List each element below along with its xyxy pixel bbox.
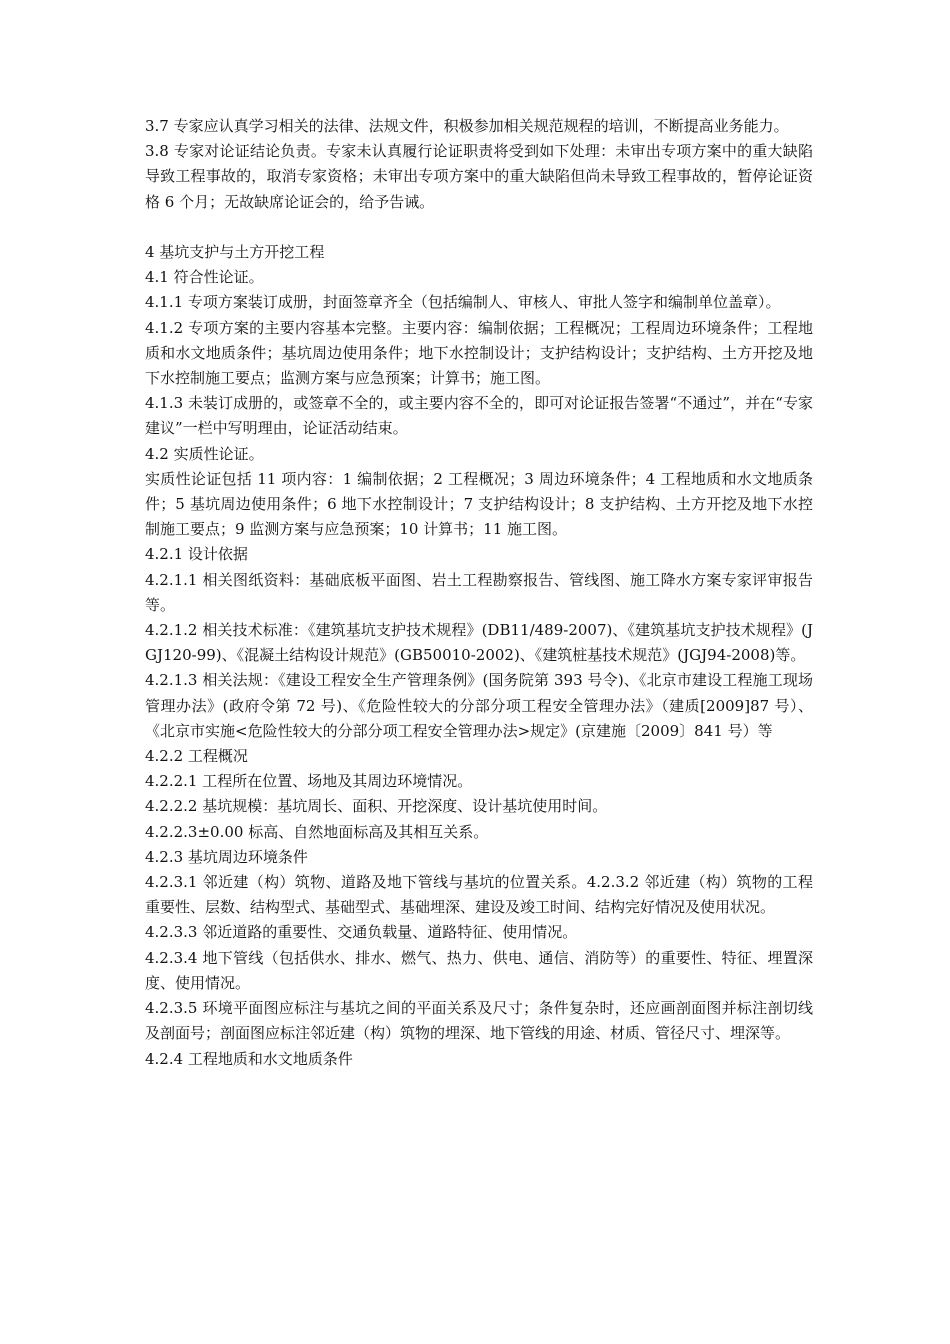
heading-4-2-1: 4.2.1 设计依据 xyxy=(145,545,248,564)
subsection-heading-4-2: 4.2 实质性论证。 xyxy=(145,444,264,463)
section-heading-4: 4 基坑支护与土方开挖工程 xyxy=(145,243,325,261)
paragraph-4-2-3-5: 4.2.3.5 环境平面图应标注与基坑之间的平面关系及尺寸；条件复杂时，还应画剖面图并标注剖切线及剖面号；剖面图应标注邻近建（构）筑物的埋深、地下管线的用途、材质、管径尺寸、埋深等。 xyxy=(145,999,813,1043)
document-page xyxy=(145,114,813,1072)
subsection-heading-4-1: 4.1 符合性论证。 xyxy=(145,268,264,287)
paragraph-4-1-2: 4.1.2 专项方案的主要内容基本完整。主要内容：编制依据；工程概况；工程周边环境条件；工程地质和水文地质条件；基坑周边使用条件；地下水控制设计；支护结构设计；支护结构、土方开挖及地下水控制施工要点；监测方案与应急预案；计算书；施工图。 xyxy=(145,318,813,388)
heading-4-2-4: 4.2.4 工程地质和水文地质条件 xyxy=(145,1049,353,1068)
paragraph-4-2-3-4: 4.2.3.4 地下管线（包括供水、排水、燃气、热力、供电、通信、消防等）的重要性、特征、埋置深度、使用情况。 xyxy=(145,948,813,992)
paragraph-4-2-2-3: 4.2.2.3±0.00 标高、自然地面标高及其相互关系。 xyxy=(145,822,489,841)
paragraph-4-1-1: 4.1.1 专项方案装订成册，封面签章齐全（包括编制人、审核人、审批人签字和编制单位盖章）。 xyxy=(145,293,781,312)
paragraph-4-2-3-3: 4.2.3.3 邻近道路的重要性、交通负载量、道路特征、使用情况。 xyxy=(145,923,578,942)
paragraph-3-8: 3.8 专家对论证结论负责。专家未认真履行论证职责将受到如下处理：未审出专项方案中的重大缺陷导致工程事故的，取消专家资格；未审出专项方案中的重大缺陷但尚未导致工程事故的，暂停论证资格 6 个月；无故缺席论证会的，给予告诫。 xyxy=(145,142,813,211)
paragraph-4-2-3-1: 4.2.3.1 邻近建（构）筑物、道路及地下管线与基坑的位置关系。4.2.3.2 邻近建（构）筑物的工程重要性、层数、结构型式、基础型式、基础埋深、建设及竣工时间、结构完好情况及使用状况。 xyxy=(145,873,813,917)
paragraph-4-2-1-3: 4.2.1.3 相关法规：《建设工程安全生产管理条例》(国务院第 393 号令)、《北京市建设工程施工现场管理办法》(政府令第 72 号)、《危险性较大的分部分项工程安全管理办法》（建质[2009]87 号）、《北京市实施<危险性较大的分部分项工程安全管理办法>规定》(京建施〔2009〕841 号）等 xyxy=(145,671,813,740)
paragraph-4-1-3: 4.1.3 未装订成册的，或签章不全的，或主要内容不全的，即可对论证报告签署“不通过”，并在“专家建议”一栏中写明理由，论证活动结束。 xyxy=(145,394,813,438)
paragraph-4-2-1-2: 4.2.1.2 相关技术标准：《建筑基坑支护技术规程》(DB11/489-2007)、《建筑基坑支护技术规程》(JGJ120-99)、《混凝土结构设计规范》(GB50010-2002)、《建筑桩基技术规范》(JGJ94-2008)等。 xyxy=(145,621,813,665)
heading-4-2-2: 4.2.2 工程概况 xyxy=(145,747,248,766)
paragraph-4-2-1-1: 4.2.1.1 相关图纸资料：基础底板平面图、岩土工程勘察报告、管线图、施工降水方案专家评审报告等。 xyxy=(145,570,813,614)
heading-4-2-3: 4.2.3 基坑周边环境条件 xyxy=(145,847,308,866)
paragraph-4-2-intro: 实质性论证包括 11 项内容：1 编制依据；2 工程概况；3 周边环境条件；4 工程地质和水文地质条件；5 基坑周边使用条件；6 地下水控制设计；7 支护结构设计；8 支护结构、土方开挖及地下水控制施工要点；9 监测方案与应急预案；10 计算书；11 施工图。 xyxy=(145,469,813,539)
paragraph-3-7: 3.7 专家应认真学习相关的法律、法规文件，积极参加相关规范规程的培训，不断提高业务能力。 xyxy=(145,117,789,135)
paragraph-4-2-2-1: 4.2.2.1 工程所在位置、场地及其周边环境情况。 xyxy=(145,772,473,791)
blank-line xyxy=(145,215,813,240)
paragraph-4-2-2-2: 4.2.2.2 基坑规模：基坑周长、面积、开挖深度、设计基坑使用时间。 xyxy=(145,797,608,816)
